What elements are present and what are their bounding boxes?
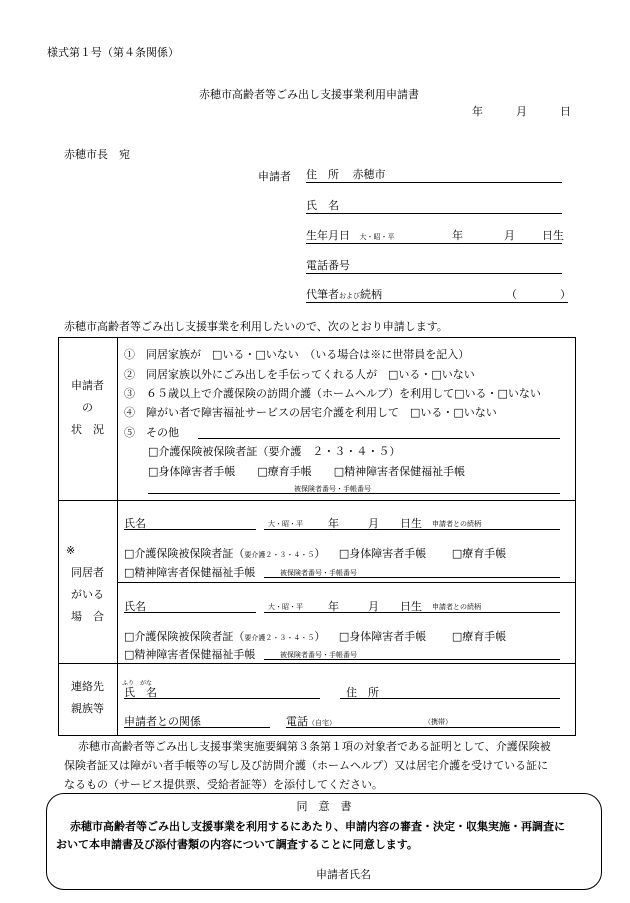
cohabitant2-certificates[interactable]: □介護保険被保険者証（要介護２・３・４・５） □身体障害者手帳 □療育手帳: [124, 630, 507, 643]
contact-section-label: 連絡先 親族等: [71, 680, 104, 715]
cohabitant2-month: 月: [368, 600, 379, 613]
cohabitant2-number-underline[interactable]: [264, 659, 560, 660]
divider-cohabitant-persons: [117, 582, 575, 583]
contact-relation-underline[interactable]: [124, 727, 270, 728]
note-line-3: なるもの（サービス提供票、受給者証等）を添付してください。: [64, 778, 383, 791]
cohabitant1-insured-number: 被保険者番号・手帳番号: [280, 569, 357, 577]
form-number: 様式第１号（第４条関係）: [47, 46, 179, 59]
date-month: 月: [516, 105, 527, 118]
insured-number-underline: [148, 493, 560, 494]
address-label: 住 所: [306, 168, 339, 181]
status-section-label: 申請者 の 状 況: [71, 379, 104, 436]
cohabitant1-name-label: 氏名: [124, 517, 146, 530]
note-line-2: 保険者証又は障がい者手帳等の写し及び訪問介護（ホームヘルプ）又は居宅介護を受けている証に: [64, 759, 549, 772]
contact-phone[interactable]: 電話（自宅）: [286, 715, 336, 728]
birthdate-field[interactable]: [306, 227, 562, 244]
status-item-3[interactable]: ③ ６５歳以上で介護保険の訪問介護（ホームヘルプ）を利用して□いる・□いない: [124, 387, 541, 400]
intro-text: 赤穂市高齢者等ごみ出し支援事業を利用したいので、次のとおり申請します。: [64, 320, 448, 333]
cohabitant1-year: 年: [328, 517, 339, 530]
status-item-2[interactable]: ② 同居家族以外にごみ出しを手伝ってくれる人が □いる・□いない: [124, 368, 475, 381]
proxy-field[interactable]: [306, 286, 571, 303]
cohabitant2-name-label: 氏名: [124, 600, 146, 613]
consent-line-1: 赤穂市高齢者等ごみ出し支援事業を利用するにあたり、申請内容の審査・決定・収集実施・再調査に: [70, 820, 565, 833]
cohabitant1-date-underline: [264, 529, 560, 530]
contact-furigana: ふり がな: [122, 680, 153, 687]
status-item-4[interactable]: ④ 障がい者で障害福祉サービスの居宅介護を利用して □いる・□いない: [124, 406, 497, 419]
note-line-1: 赤穂市高齢者等ごみ出し支援事業実施要綱第３条第１項の対象者である証明として、介護保険被: [78, 740, 551, 753]
table-label-divider: [117, 337, 118, 735]
contact-phone-underline[interactable]: [286, 727, 560, 728]
status-item-1[interactable]: ① 同居家族が □いる・□いない （いる場合は※に世帯員を記入）: [124, 348, 470, 361]
cohabitant2-mental-health[interactable]: □精神障害者保健福祉手帳: [124, 648, 256, 661]
birth-label: 生年月日: [306, 229, 350, 242]
date-day: 日: [560, 105, 571, 118]
cohabitant1-name-underline[interactable]: [124, 529, 256, 530]
proxy-paren-close: ）: [560, 288, 571, 301]
proxy-label-conj: および: [339, 292, 360, 300]
birth-day: 日生: [542, 229, 564, 242]
consent-line-2: おいて本申請書及び添付書類の内容について調査することに同意します。: [56, 838, 418, 851]
cohabitant2-date-underline: [264, 612, 560, 613]
insured-number-label: 被保険者番号・手帳番号: [294, 485, 371, 493]
proxy-label: 代筆者: [306, 288, 339, 301]
cohabitant1-certificates[interactable]: □介護保険被保険者証（要介護２・３・４・５） □身体障害者手帳 □療育手帳: [124, 547, 507, 560]
divider-status-cohabitant: [58, 500, 575, 501]
contact-address-label: 住 所: [346, 686, 379, 699]
proxy-paren-open: （: [506, 288, 517, 301]
name-field[interactable]: [306, 197, 562, 214]
cohabitant1-mental-health[interactable]: □精神障害者保健福祉手帳: [124, 566, 256, 579]
phone-label: 電話番号: [306, 259, 350, 272]
cohabitant1-relation: 申請者との続柄: [432, 520, 481, 528]
cohabitant2-day: 日生: [400, 600, 422, 613]
cohabitant1-day: 日生: [400, 517, 422, 530]
consent-title: 同 意 書: [296, 800, 352, 813]
contact-address-underline[interactable]: [340, 698, 560, 699]
contact-relation-label: 申請者との関係: [124, 715, 201, 728]
consent-signature-label: 申請者氏名: [316, 868, 371, 881]
birth-year: 年: [452, 229, 463, 242]
cohabitant2-era: 大・昭・平: [268, 603, 303, 611]
addressee: 赤穂市長 宛: [64, 148, 130, 161]
cohabitant2-relation: 申請者との続柄: [432, 603, 481, 611]
contact-name-label: 氏 名: [124, 686, 157, 699]
applicant-label: 申請者: [258, 170, 291, 183]
page-title: 赤穂市高齢者等ごみ出し支援事業利用申請書: [199, 88, 419, 101]
cohabitant-section-label: ※ 同居者 がいる 場 合: [66, 544, 104, 623]
care-insurance-option[interactable]: □介護保険被保険者証（要介護 ２・３・４・５）: [148, 445, 401, 458]
contact-phone-mobile: （携帯）: [424, 718, 452, 726]
phone-field[interactable]: [306, 257, 562, 274]
cohabitant2-year: 年: [328, 600, 339, 613]
proxy-label-relation: 続柄: [360, 288, 382, 301]
name-label: 氏 名: [306, 199, 339, 212]
birth-month: 月: [504, 229, 515, 242]
cohabitant1-era: 大・昭・平: [268, 520, 303, 528]
era-options: 大・昭・平: [359, 233, 395, 241]
disability-options[interactable]: □身体障害者手帳 □療育手帳 □精神障害者保健福祉手帳: [148, 465, 466, 478]
status-item-5[interactable]: ⑤ その他: [124, 426, 179, 439]
address-field[interactable]: [306, 166, 562, 183]
divider-cohabitant-contact: [58, 663, 575, 664]
other-underline: [198, 438, 560, 439]
cohabitant2-insured-number: 被保険者番号・手帳番号: [280, 651, 357, 659]
cohabitant1-number-underline[interactable]: [264, 577, 560, 578]
contact-name-underline[interactable]: [124, 698, 320, 699]
address-value: 赤穂市: [352, 168, 386, 181]
cohabitant1-month: 月: [368, 517, 379, 530]
cohabitant2-name-underline[interactable]: [124, 612, 256, 613]
date-year: 年: [472, 105, 483, 118]
